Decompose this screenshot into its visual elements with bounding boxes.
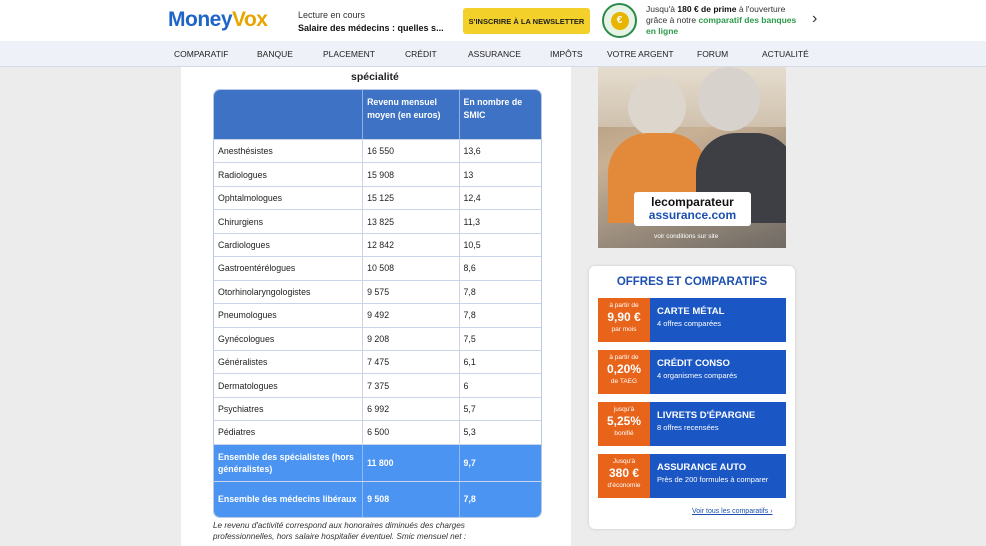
table-cell: 9,7 bbox=[459, 445, 542, 481]
table-cell: 7 475 bbox=[362, 351, 458, 373]
reading-title[interactable]: Salaire des médecins : quelles s... bbox=[298, 23, 444, 33]
table-row bbox=[214, 186, 541, 209]
table-total-row bbox=[214, 481, 541, 517]
offer-price-badge: jusqu'à 5,25% bonifié bbox=[598, 402, 650, 446]
table-cell: Dermatologues bbox=[218, 380, 278, 391]
table-row bbox=[214, 162, 541, 185]
offer-price-badge: à partir de 9,90 € par mois bbox=[598, 298, 650, 342]
table-cell: 13,6 bbox=[459, 140, 542, 162]
ad-brand-badge: lecomparateur assurance.com bbox=[634, 192, 751, 226]
table-row bbox=[214, 373, 541, 396]
offer-price-badge: Jusqu'à 380 € d'économie bbox=[598, 454, 650, 498]
main-nav bbox=[0, 41, 986, 67]
table-cell: Anesthésistes bbox=[218, 146, 273, 157]
table-cell: Ophtalmologues bbox=[218, 193, 283, 204]
table-cell: Radiologues bbox=[218, 169, 267, 180]
table-cell: 5,7 bbox=[459, 398, 542, 420]
nav-impots[interactable]: IMPÔTS bbox=[550, 49, 583, 59]
nav-comparatif[interactable]: COMPARATIF bbox=[174, 49, 229, 59]
table-cell: Chirurgiens bbox=[218, 216, 263, 227]
table-cell: 7,8 bbox=[459, 304, 542, 326]
nav-votre-argent[interactable]: VOTRE ARGENT bbox=[607, 49, 674, 59]
reading-label: Lecture en cours bbox=[298, 10, 366, 20]
salary-table bbox=[213, 89, 542, 518]
table-cell: 9 575 bbox=[362, 281, 458, 303]
table-cell: 13 bbox=[459, 163, 542, 185]
table-cell: Otorhinolaryngologistes bbox=[218, 286, 311, 297]
newsletter-button[interactable]: S'INSCRIRE À LA NEWSLETTER bbox=[463, 8, 590, 34]
offer-info: CARTE MÉTAL 4 offres comparées bbox=[650, 298, 786, 342]
table-cell: Pédiatres bbox=[218, 427, 256, 438]
table-cell: 15 908 bbox=[362, 163, 458, 185]
table-cell: 10,5 bbox=[459, 234, 542, 256]
table-header-cell bbox=[214, 90, 362, 139]
offer-price-badge: à partir de 0,20% de TAEG bbox=[598, 350, 650, 394]
table-cell: 8,6 bbox=[459, 257, 542, 279]
table-cell: 6 bbox=[459, 374, 542, 396]
table-cell: 9 508 bbox=[362, 482, 458, 517]
table-cell: 10 508 bbox=[362, 257, 458, 279]
offers-title: OFFRES ET COMPARATIFS bbox=[616, 276, 768, 288]
ad-conditions: voir conditions sur site bbox=[654, 233, 719, 240]
table-cell: 9 492 bbox=[362, 304, 458, 326]
table-row bbox=[214, 209, 541, 232]
table-row bbox=[214, 303, 541, 326]
table-cell: 6 500 bbox=[362, 421, 458, 443]
insurance-ad[interactable] bbox=[598, 67, 786, 248]
table-cell: Psychiatres bbox=[218, 404, 264, 415]
table-row bbox=[214, 256, 541, 279]
offer-carte-metal[interactable] bbox=[598, 298, 786, 342]
ad-person-man bbox=[698, 67, 760, 131]
table-header-cell: En nombre de SMIC bbox=[459, 90, 542, 139]
table-cell: Ensemble des médecins libéraux bbox=[218, 494, 357, 505]
table-cell: 9 208 bbox=[362, 328, 458, 350]
chevron-right-icon[interactable]: › bbox=[812, 10, 818, 27]
nav-credit[interactable]: CRÉDIT bbox=[405, 49, 437, 59]
article-content bbox=[181, 67, 571, 546]
reading-now[interactable] bbox=[298, 9, 444, 35]
offer-credit-conso[interactable] bbox=[598, 350, 786, 394]
table-cell: 7,5 bbox=[459, 328, 542, 350]
promo-banner[interactable]: Jusqu'à 180 € de prime à l'ouverture grâce à notre comparatif des banques en ligne bbox=[646, 4, 797, 36]
table-cell: Gynécologues bbox=[218, 333, 275, 344]
table-cell: 12,4 bbox=[459, 187, 542, 209]
table-cell: Gastroentérélogues bbox=[218, 263, 296, 274]
table-row bbox=[214, 233, 541, 256]
nav-actualite[interactable]: ACTUALITÉ bbox=[762, 49, 809, 59]
table-cell: 11 800 bbox=[362, 445, 458, 481]
table-cell: 15 125 bbox=[362, 187, 458, 209]
table-cell: 7,8 bbox=[459, 281, 542, 303]
table-cell: 16 550 bbox=[362, 140, 458, 162]
nav-banque[interactable]: BANQUE bbox=[257, 49, 293, 59]
table-row bbox=[214, 350, 541, 373]
table-cell: 7,8 bbox=[459, 482, 542, 517]
table-cell: Pneumologues bbox=[218, 310, 277, 321]
table-total-row bbox=[214, 444, 541, 481]
table-cell: 5,3 bbox=[459, 421, 542, 443]
offer-info: ASSURANCE AUTO Près de 200 formules à comparer bbox=[650, 454, 786, 498]
ad-person-woman bbox=[628, 77, 686, 137]
nav-assurance[interactable]: ASSURANCE bbox=[468, 49, 521, 59]
nav-forum[interactable]: FORUM bbox=[697, 49, 729, 59]
table-header-row bbox=[214, 90, 541, 139]
table-cell: 11,3 bbox=[459, 210, 542, 232]
offer-livrets-epargne[interactable] bbox=[598, 402, 786, 446]
table-cell: 12 842 bbox=[362, 234, 458, 256]
table-cell: Ensemble des spécialistes (hors généralistes) bbox=[218, 451, 354, 474]
offer-info: LIVRETS D'ÉPARGNE 8 offres recensées bbox=[650, 402, 786, 446]
moneyvox-logo[interactable]: MoneyVox bbox=[168, 8, 268, 31]
table-cell: Cardiologues bbox=[218, 239, 270, 250]
nav-placement[interactable]: PLACEMENT bbox=[323, 49, 375, 59]
table-row bbox=[214, 139, 541, 162]
offer-info: CRÉDIT CONSO 4 organismes comparés bbox=[650, 350, 786, 394]
table-row bbox=[214, 397, 541, 420]
table-row bbox=[214, 420, 541, 443]
table-cell: 7 375 bbox=[362, 374, 458, 396]
table-cell: 6 992 bbox=[362, 398, 458, 420]
table-row bbox=[214, 327, 541, 350]
coin-icon: € bbox=[602, 3, 637, 38]
table-cell: 13 825 bbox=[362, 210, 458, 232]
table-row bbox=[214, 280, 541, 303]
table-cell: Généralistes bbox=[218, 357, 268, 368]
offers-panel bbox=[589, 266, 795, 529]
table-header-cell: Revenu mensuel moyen (en euros) bbox=[362, 90, 458, 139]
all-comparatifs-link[interactable]: Voir tous les comparatifs › bbox=[692, 508, 773, 515]
table-cell: 6,1 bbox=[459, 351, 542, 373]
table-caption: spécialité bbox=[351, 71, 399, 83]
site-header bbox=[0, 0, 986, 41]
table-note: Le revenu d'activité correspond aux honoraires diminués des charges professionnelles, hors salaire hospitalier éventuel. Smic mensuel net : bbox=[213, 521, 467, 541]
offer-assurance-auto[interactable] bbox=[598, 454, 786, 498]
